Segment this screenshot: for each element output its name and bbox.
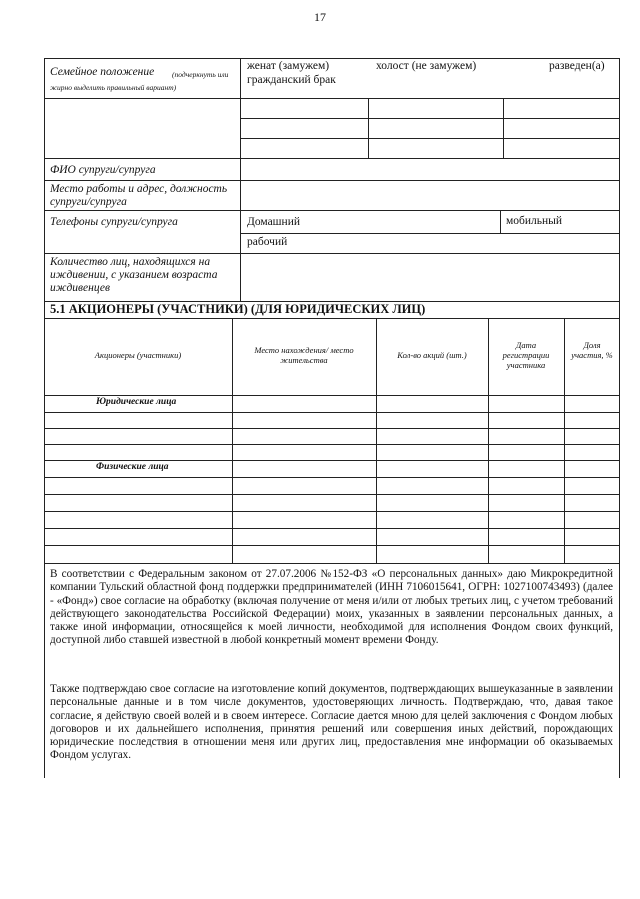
- row-divider: [44, 158, 619, 159]
- table-row: [44, 444, 619, 445]
- table-column-divider: [564, 318, 565, 563]
- row-divider: [44, 210, 619, 211]
- grid-line: [240, 138, 619, 139]
- phone-home-field[interactable]: Домашний: [247, 216, 300, 228]
- table-row: [44, 412, 619, 413]
- phone-work-field[interactable]: рабочий: [247, 236, 288, 248]
- table-column-divider: [232, 318, 233, 563]
- group-individuals: Физические лица: [96, 462, 169, 472]
- table-row: [44, 494, 619, 495]
- consent-paragraph-2: Также подтверждаю свое согласие на изготовление копий документов, подтверждающих вышеуказанные в заявлении персональные данные и в том числе документов, удостоверяющих личность. Подтверждаю, что, давая такое согласие, я действую своей волей и в своем интересе. Согласие дается мною для целей заключения с Фондом любых договоров и их дальнейшего исполнения, принятия решений или совершения иных действий, порождающих юридические последствия в отношении меня или других лиц, предоставления мне информации об оказываемых Фондом услугах.: [50, 683, 613, 762]
- grid-line: [240, 233, 619, 234]
- row-divider: [44, 180, 619, 181]
- grid-line: [240, 118, 619, 119]
- option-divorced[interactable]: разведен(а): [549, 60, 605, 72]
- row-divider: [44, 98, 619, 99]
- column-header-registration-date: Дата регистрации участника: [502, 340, 550, 370]
- option-single[interactable]: холост (не замужем): [376, 60, 477, 72]
- row-divider: [44, 253, 619, 254]
- marital-status-label: Семейное положение: [50, 66, 155, 78]
- column-header-shares: Кол-во акций (шт.): [397, 350, 467, 360]
- column-header-location: Место нахождения/ место жительства: [254, 345, 354, 365]
- table-row: [44, 511, 619, 512]
- grid-divider: [503, 98, 504, 158]
- table-row: [44, 477, 619, 478]
- form-frame: [44, 58, 619, 778]
- top-border: [44, 58, 619, 59]
- dependents-label: Количество лиц, находящихся на иждивении, с указанием возраста иждивенцев: [50, 256, 218, 294]
- table-row: [44, 528, 619, 529]
- spouse-name-label: ФИО супруги/супруга: [50, 164, 156, 176]
- grid-divider: [368, 98, 369, 158]
- frame-left-border: [44, 58, 45, 778]
- section-title: 5.1 АКЦИОНЕРЫ (УЧАСТНИКИ) (ДЛЯ ЮРИДИЧЕСКИХ ЛИЦ): [50, 302, 426, 316]
- table-row: [44, 460, 619, 461]
- spouse-phones-label: Телефоны супруги/супруга: [50, 216, 178, 228]
- marital-status-hint: (подчеркнуть или жирно выделить правильный вариант): [50, 70, 229, 92]
- frame-right-border: [619, 58, 620, 778]
- option-married[interactable]: женат (замужем): [247, 60, 330, 72]
- phone-divider: [500, 210, 501, 233]
- table-header-bottom: [44, 395, 619, 396]
- column-header-shareholders: Акционеры (участники): [94, 350, 182, 360]
- page-number: 17: [314, 10, 326, 24]
- row-divider: [44, 318, 619, 319]
- table-column-divider: [488, 318, 489, 563]
- table-row: [44, 545, 619, 546]
- consent-paragraph-1: В соответствии с Федеральным законом от 27.07.2006 №152-ФЗ «О персональных данных» даю Микрокредитной компании Тульский областной фонд поддержки предпринимателей (ИНН 7106015641, ОГРН: 1027100743493) (далее - «Фонд») свое согласие на обработку (включая получение от меня и/или от любых третьих лиц, с учетом требований действующего законодательства Российской Федерации) моих, указанных в заявлении персональных данных, а также иной информации, относящейся к моей личности, необходимой для исполнения Фондом своих функций, доступной либо ставшей известной в любой конкретный момент времени Фонду.: [50, 568, 613, 647]
- table-bottom: [44, 563, 619, 564]
- table-column-divider: [376, 318, 377, 563]
- group-legal-entities: Юридические лица: [96, 397, 177, 407]
- spouse-work-label: Место работы и адрес, должность супруги/супруга: [50, 183, 228, 208]
- table-row: [44, 428, 619, 429]
- column-header-share-percent: Доля участия, %: [571, 340, 613, 360]
- option-civil-marriage[interactable]: гражданский брак: [247, 74, 336, 86]
- phone-mobile-field[interactable]: мобильный: [506, 215, 563, 227]
